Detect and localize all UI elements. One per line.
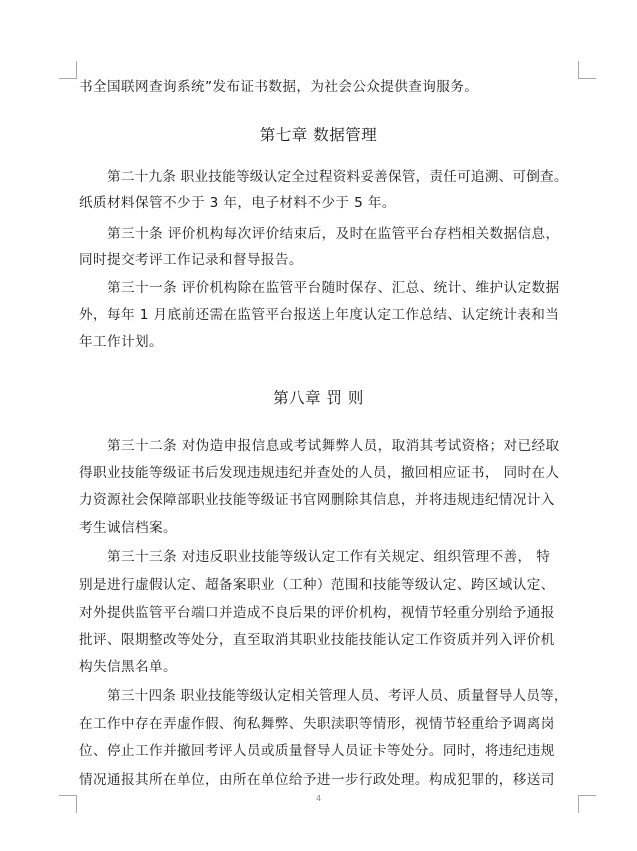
article-34-line-1: 第三十四条 职业技能等级认定相关管理人员、考评人员、质量督导人员等，: [107, 688, 568, 704]
crop-mark-top-right: [578, 61, 596, 79]
continued-text-line: 书全国联网查询系统”发布证书数据，为社会公众提供查询服务。: [79, 79, 479, 95]
article-32-line-4: 考生诚信档案。: [79, 520, 177, 536]
article-33-line-5: 构失信黑名单。: [79, 659, 177, 675]
article-33-line-3: 对外提供监管平台端口并造成不良后果的评价机构，视情节轻重分别给予通报: [79, 605, 555, 621]
article-31-line-3: 年工作计划。: [79, 334, 163, 350]
crop-mark-top-left: [59, 61, 77, 79]
article-33-line-4: 批评、限期整改等处分，直至取消其职业技能技能认定工作资质并列入评价机: [79, 632, 555, 648]
chapter-7-title: 第七章 数据管理: [259, 126, 378, 144]
chapter-8-title: 第八章 罚 则: [273, 389, 364, 407]
article-31-line-2: 外，每年 1 月底前还需在监管平台报送上年度认定工作总结、认定统计表和当: [79, 307, 560, 323]
article-30-line-1: 第三十条 评价机构每次评价结束后，及时在监管平台存档相关数据信息，: [107, 226, 560, 242]
article-33-line-2: 别是进行虚假认定、超备案职业（工种）范围和技能等级认定、跨区域认定、: [79, 577, 555, 593]
article-34-line-3: 位、停止工作并撤回考评人员或质量督导人员证卡等处分。同时，将违纪违规: [79, 743, 555, 759]
article-32-line-2: 得职业技能等级证书后发现违规违纪并查处的人员，撤回相应证书， 同时在人: [79, 465, 560, 481]
article-34-line-4: 情况通报其所在单位，由所在单位给予进一步行政处理。构成犯罪的，移送司: [79, 772, 555, 788]
article-31-line-1: 第三十一条 评价机构除在监管平台随时保存、汇总、统计、维护认定数据: [107, 280, 560, 296]
article-33-line-1: 第三十三条 对违反职业技能等级认定工作有关规定、组织管理不善， 特: [107, 549, 551, 565]
article-32-line-3: 力资源社会保障部职业技能等级证书官网删除其信息，并将违规违纪情况计入: [79, 492, 555, 508]
article-29-line-1: 第二十九条 职业技能等级认定全过程资料妥善保管，责任可追溯、可倒查。: [107, 169, 568, 185]
page-number: 4: [315, 794, 322, 803]
article-29-line-2: 纸质材料保管不少于 3 年，电子材料不少于 5 年。: [79, 195, 396, 211]
article-30-line-2: 同时提交考评工作记录和督导报告。: [79, 252, 303, 268]
article-32-line-1: 第三十二条 对伪造申报信息或考试舞弊人员，取消其考试资格；对已经取: [107, 438, 560, 454]
article-34-line-2: 在工作中存在弄虚作假、徇私舞弊、失职渎职等情形，视情节轻重给予调离岗: [79, 716, 555, 732]
